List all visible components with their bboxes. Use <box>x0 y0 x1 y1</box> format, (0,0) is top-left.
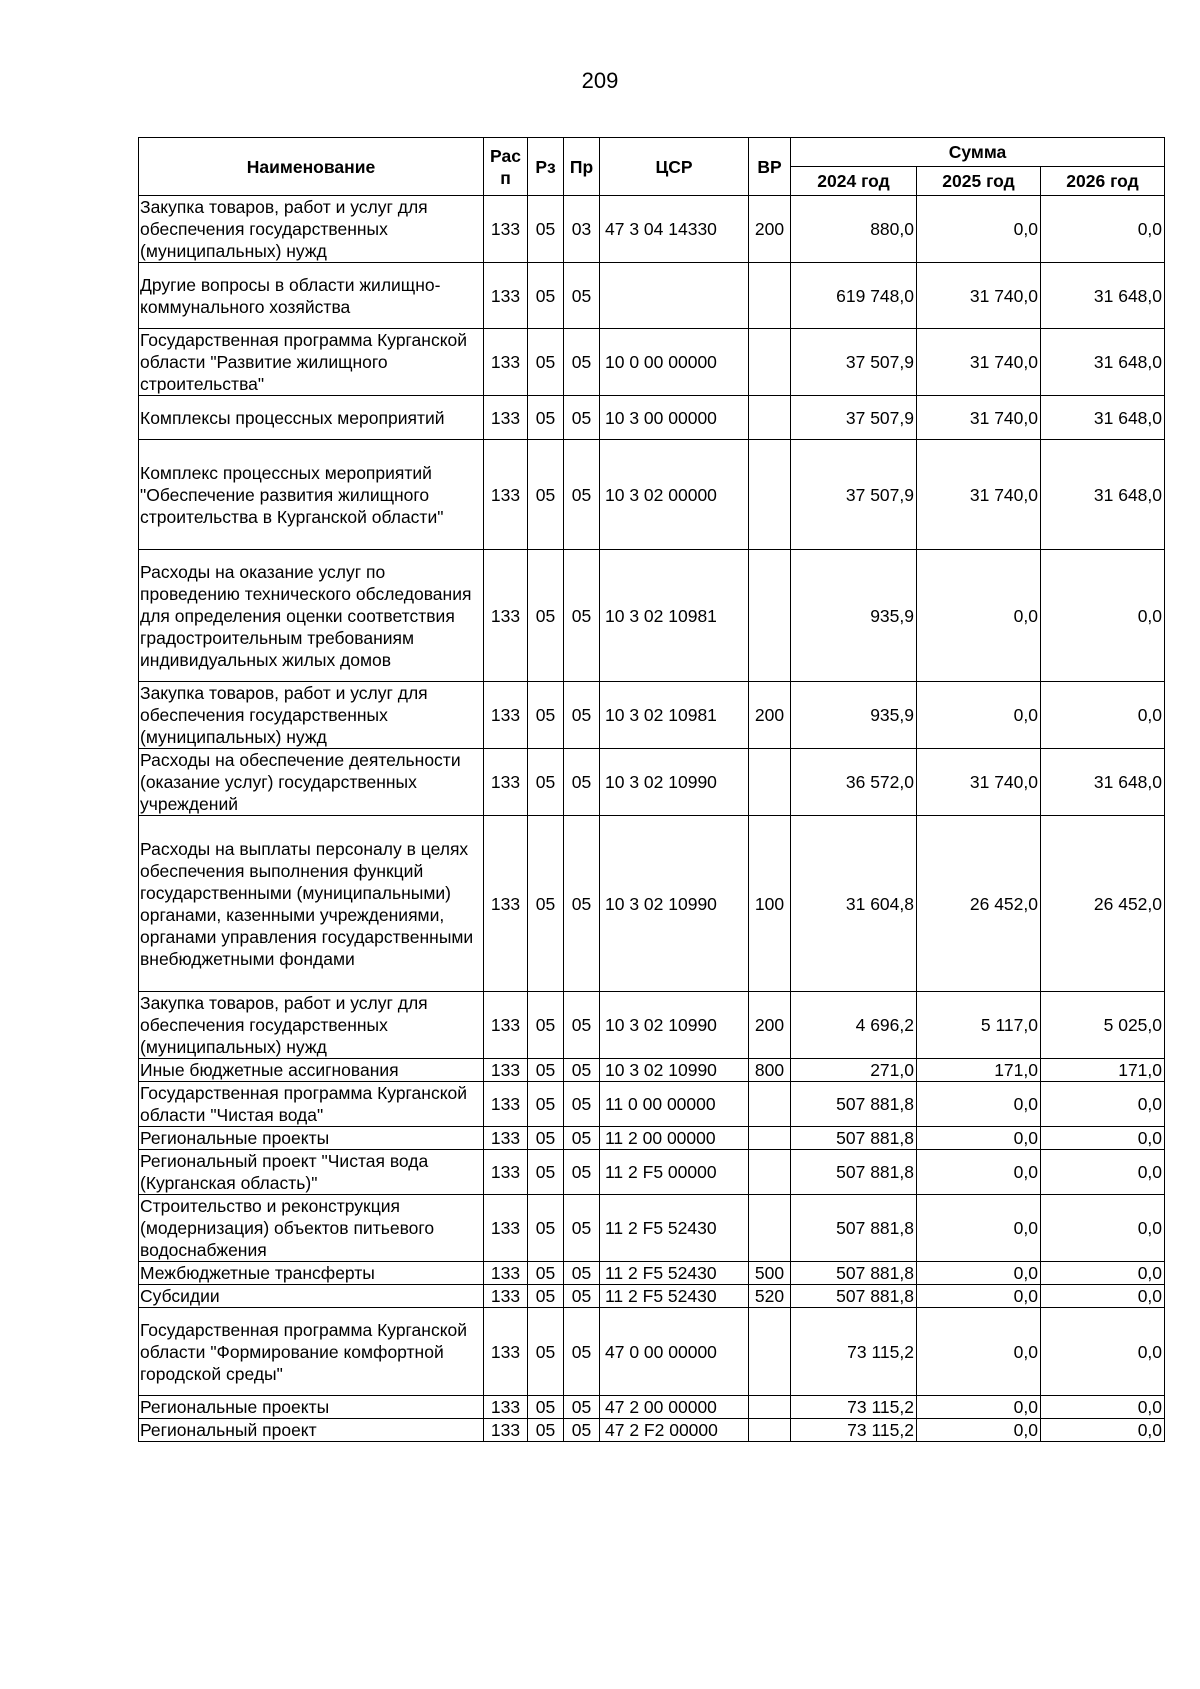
cell-sum-2024: 37 507,9 <box>791 440 917 550</box>
cell-vr <box>749 440 791 550</box>
cell-rz: 05 <box>528 816 564 992</box>
cell-sum-2026: 0,0 <box>1041 1082 1165 1127</box>
cell-rasp: 133 <box>484 816 528 992</box>
cell-sum-2026: 31 648,0 <box>1041 329 1165 396</box>
cell-sum-2026: 0,0 <box>1041 1195 1165 1262</box>
table-body <box>139 196 1165 1442</box>
cell-rz: 05 <box>528 749 564 816</box>
cell-vr <box>749 1396 791 1419</box>
cell-csr: 10 3 02 00000 <box>600 440 749 550</box>
header-year-2025: 2025 год <box>917 167 1041 196</box>
cell-csr: 11 2 F5 52430 <box>600 1195 749 1262</box>
cell-sum-2025: 0,0 <box>917 1195 1041 1262</box>
cell-sum-2025: 31 740,0 <box>917 440 1041 550</box>
cell-rasp: 133 <box>484 1195 528 1262</box>
cell-name: Другие вопросы в области жилищно-коммунального хозяйства <box>139 263 484 329</box>
cell-name: Расходы на выплаты персоналу в целях обеспечения выполнения функций государственными (муниципальными) органами, казенными учреждениями, органами управления государственными внебюджетными фондами <box>139 816 484 992</box>
header-csr: ЦСР <box>600 138 749 196</box>
cell-vr <box>749 1150 791 1195</box>
cell-vr <box>749 1195 791 1262</box>
cell-rasp: 133 <box>484 749 528 816</box>
cell-sum-2024: 73 115,2 <box>791 1308 917 1396</box>
cell-name: Закупка товаров, работ и услуг для обеспечения государственных (муниципальных) нужд <box>139 682 484 749</box>
cell-csr: 11 2 F5 52430 <box>600 1262 749 1285</box>
cell-pr: 05 <box>564 263 600 329</box>
cell-sum-2025: 0,0 <box>917 1308 1041 1396</box>
cell-rz: 05 <box>528 1396 564 1419</box>
cell-sum-2024: 507 881,8 <box>791 1285 917 1308</box>
cell-pr: 05 <box>564 396 600 440</box>
cell-sum-2024: 507 881,8 <box>791 1082 917 1127</box>
cell-vr <box>749 263 791 329</box>
cell-rz: 05 <box>528 1150 564 1195</box>
cell-pr: 05 <box>564 1195 600 1262</box>
cell-sum-2025: 5 117,0 <box>917 992 1041 1059</box>
cell-csr: 11 2 F5 00000 <box>600 1150 749 1195</box>
cell-sum-2025: 0,0 <box>917 1396 1041 1419</box>
cell-csr: 11 2 00 00000 <box>600 1127 749 1150</box>
cell-sum-2026: 0,0 <box>1041 1285 1165 1308</box>
cell-rz: 05 <box>528 1127 564 1150</box>
cell-csr: 47 2 F2 00000 <box>600 1419 749 1442</box>
cell-pr: 05 <box>564 550 600 682</box>
cell-vr <box>749 1127 791 1150</box>
cell-rasp: 133 <box>484 1285 528 1308</box>
cell-sum-2024: 37 507,9 <box>791 329 917 396</box>
cell-name: Региональный проект <box>139 1419 484 1442</box>
cell-vr <box>749 749 791 816</box>
cell-rasp: 133 <box>484 1127 528 1150</box>
cell-rz: 05 <box>528 196 564 263</box>
cell-rasp: 133 <box>484 329 528 396</box>
cell-name: Строительство и реконструкция (модернизация) объектов питьевого водоснабжения <box>139 1195 484 1262</box>
cell-vr: 200 <box>749 992 791 1059</box>
cell-sum-2025: 0,0 <box>917 550 1041 682</box>
cell-sum-2026: 31 648,0 <box>1041 396 1165 440</box>
cell-rz: 05 <box>528 396 564 440</box>
header-year-2026: 2026 год <box>1041 167 1165 196</box>
cell-name: Иные бюджетные ассигнования <box>139 1059 484 1082</box>
header-year-2024: 2024 год <box>791 167 917 196</box>
cell-sum-2025: 171,0 <box>917 1059 1041 1082</box>
cell-rz: 05 <box>528 992 564 1059</box>
table-row <box>139 1082 1165 1127</box>
cell-sum-2026: 0,0 <box>1041 550 1165 682</box>
table-row <box>139 1195 1165 1262</box>
cell-csr: 10 3 02 10990 <box>600 992 749 1059</box>
cell-pr: 05 <box>564 749 600 816</box>
cell-rz: 05 <box>528 550 564 682</box>
table-row <box>139 1150 1165 1195</box>
table-row <box>139 1396 1165 1419</box>
cell-rz: 05 <box>528 1285 564 1308</box>
cell-rz: 05 <box>528 1082 564 1127</box>
table-row <box>139 550 1165 682</box>
table-header <box>139 138 1165 196</box>
cell-csr: 11 2 F5 52430 <box>600 1285 749 1308</box>
cell-name: Комплексы процессных мероприятий <box>139 396 484 440</box>
cell-name: Расходы на обеспечение деятельности (оказание услуг) государственных учреждений <box>139 749 484 816</box>
cell-sum-2024: 935,9 <box>791 550 917 682</box>
table-row <box>139 263 1165 329</box>
table-row <box>139 1285 1165 1308</box>
table-row <box>139 1262 1165 1285</box>
cell-csr <box>600 263 749 329</box>
cell-rasp: 133 <box>484 1262 528 1285</box>
cell-sum-2025: 31 740,0 <box>917 749 1041 816</box>
cell-rasp: 133 <box>484 1082 528 1127</box>
cell-csr: 10 0 00 00000 <box>600 329 749 396</box>
cell-pr: 05 <box>564 816 600 992</box>
cell-sum-2025: 0,0 <box>917 1262 1041 1285</box>
cell-sum-2025: 31 740,0 <box>917 263 1041 329</box>
cell-csr: 10 3 02 10981 <box>600 550 749 682</box>
cell-sum-2026: 0,0 <box>1041 1127 1165 1150</box>
cell-sum-2026: 0,0 <box>1041 1396 1165 1419</box>
cell-name: Государственная программа Курганской области "Развитие жилищного строительства" <box>139 329 484 396</box>
cell-sum-2026: 31 648,0 <box>1041 440 1165 550</box>
table-row <box>139 1419 1165 1442</box>
cell-pr: 03 <box>564 196 600 263</box>
cell-sum-2025: 31 740,0 <box>917 396 1041 440</box>
cell-sum-2024: 271,0 <box>791 1059 917 1082</box>
cell-csr: 10 3 02 10981 <box>600 682 749 749</box>
cell-sum-2024: 4 696,2 <box>791 992 917 1059</box>
cell-rz: 05 <box>528 1059 564 1082</box>
cell-rasp: 133 <box>484 1059 528 1082</box>
cell-sum-2024: 507 881,8 <box>791 1195 917 1262</box>
cell-csr: 10 3 02 10990 <box>600 749 749 816</box>
cell-vr <box>749 1419 791 1442</box>
cell-rasp: 133 <box>484 992 528 1059</box>
cell-vr: 520 <box>749 1285 791 1308</box>
cell-name: Региональный проект "Чистая вода (Курганская область)" <box>139 1150 484 1195</box>
cell-name: Закупка товаров, работ и услуг для обеспечения государственных (муниципальных) нужд <box>139 992 484 1059</box>
cell-rasp: 133 <box>484 440 528 550</box>
table-row <box>139 1308 1165 1396</box>
cell-pr: 05 <box>564 1396 600 1419</box>
cell-rasp: 133 <box>484 682 528 749</box>
header-rasp: Рас п <box>484 138 528 196</box>
cell-pr: 05 <box>564 440 600 550</box>
cell-name: Государственная программа Курганской области "Формирование комфортной городской среды" <box>139 1308 484 1396</box>
cell-name: Государственная программа Курганской области "Чистая вода" <box>139 1082 484 1127</box>
table-row <box>139 196 1165 263</box>
table-row <box>139 440 1165 550</box>
cell-sum-2024: 37 507,9 <box>791 396 917 440</box>
cell-rasp: 133 <box>484 1396 528 1419</box>
table-row <box>139 1059 1165 1082</box>
cell-csr: 10 3 02 10990 <box>600 1059 749 1082</box>
cell-rasp: 133 <box>484 1419 528 1442</box>
cell-sum-2026: 0,0 <box>1041 1419 1165 1442</box>
cell-rz: 05 <box>528 329 564 396</box>
cell-rasp: 133 <box>484 196 528 263</box>
cell-csr: 10 3 00 00000 <box>600 396 749 440</box>
table-row <box>139 1127 1165 1150</box>
cell-pr: 05 <box>564 1419 600 1442</box>
cell-vr: 800 <box>749 1059 791 1082</box>
cell-name: Комплекс процессных мероприятий "Обеспечение развития жилищного строительства в Курганской области" <box>139 440 484 550</box>
cell-sum-2026: 0,0 <box>1041 1262 1165 1285</box>
header-rz: Рз <box>528 138 564 196</box>
cell-name: Региональные проекты <box>139 1127 484 1150</box>
cell-vr: 500 <box>749 1262 791 1285</box>
header-sum: Сумма <box>791 138 1165 167</box>
cell-sum-2026: 0,0 <box>1041 1150 1165 1195</box>
cell-csr: 47 2 00 00000 <box>600 1396 749 1419</box>
cell-rz: 05 <box>528 263 564 329</box>
table-row <box>139 682 1165 749</box>
cell-vr: 200 <box>749 196 791 263</box>
cell-vr <box>749 396 791 440</box>
table-row <box>139 992 1165 1059</box>
cell-name: Закупка товаров, работ и услуг для обеспечения государственных (муниципальных) нужд <box>139 196 484 263</box>
header-name: Наименование <box>139 138 484 196</box>
cell-sum-2025: 0,0 <box>917 1285 1041 1308</box>
cell-rz: 05 <box>528 682 564 749</box>
cell-sum-2024: 31 604,8 <box>791 816 917 992</box>
cell-sum-2026: 26 452,0 <box>1041 816 1165 992</box>
table-row <box>139 749 1165 816</box>
cell-vr <box>749 329 791 396</box>
cell-name: Региональные проекты <box>139 1396 484 1419</box>
cell-sum-2025: 0,0 <box>917 196 1041 263</box>
cell-sum-2025: 0,0 <box>917 1150 1041 1195</box>
cell-vr: 100 <box>749 816 791 992</box>
page-number: 209 <box>581 68 619 93</box>
cell-sum-2024: 36 572,0 <box>791 749 917 816</box>
cell-sum-2026: 0,0 <box>1041 196 1165 263</box>
cell-pr: 05 <box>564 329 600 396</box>
cell-rz: 05 <box>528 1262 564 1285</box>
cell-pr: 05 <box>564 992 600 1059</box>
cell-vr <box>749 1308 791 1396</box>
cell-csr: 10 3 02 10990 <box>600 816 749 992</box>
cell-rasp: 133 <box>484 396 528 440</box>
cell-rz: 05 <box>528 1419 564 1442</box>
cell-csr: 11 0 00 00000 <box>600 1082 749 1127</box>
table-row <box>139 396 1165 440</box>
budget-table <box>138 137 1165 1442</box>
cell-sum-2025: 0,0 <box>917 1419 1041 1442</box>
cell-csr: 47 3 04 14330 <box>600 196 749 263</box>
cell-sum-2024: 619 748,0 <box>791 263 917 329</box>
cell-pr: 05 <box>564 682 600 749</box>
cell-name: Расходы на оказание услуг по проведению технического обследования для определения оценки соответствия градостроительным требованиям индивидуальных жилых домов <box>139 550 484 682</box>
cell-sum-2025: 0,0 <box>917 1127 1041 1150</box>
cell-sum-2026: 31 648,0 <box>1041 749 1165 816</box>
cell-sum-2024: 880,0 <box>791 196 917 263</box>
cell-sum-2024: 73 115,2 <box>791 1396 917 1419</box>
cell-name: Субсидии <box>139 1285 484 1308</box>
cell-vr <box>749 1082 791 1127</box>
cell-rz: 05 <box>528 1195 564 1262</box>
cell-sum-2025: 26 452,0 <box>917 816 1041 992</box>
header-vr: ВР <box>749 138 791 196</box>
cell-sum-2025: 31 740,0 <box>917 329 1041 396</box>
cell-pr: 05 <box>564 1285 600 1308</box>
cell-rasp: 133 <box>484 1308 528 1396</box>
cell-sum-2026: 0,0 <box>1041 682 1165 749</box>
table-row <box>139 816 1165 992</box>
cell-pr: 05 <box>564 1150 600 1195</box>
cell-sum-2026: 171,0 <box>1041 1059 1165 1082</box>
cell-pr: 05 <box>564 1262 600 1285</box>
table-row <box>139 329 1165 396</box>
cell-rz: 05 <box>528 440 564 550</box>
cell-vr <box>749 550 791 682</box>
cell-vr: 200 <box>749 682 791 749</box>
cell-rasp: 133 <box>484 263 528 329</box>
cell-pr: 05 <box>564 1308 600 1396</box>
cell-sum-2024: 507 881,8 <box>791 1127 917 1150</box>
cell-sum-2026: 5 025,0 <box>1041 992 1165 1059</box>
cell-pr: 05 <box>564 1127 600 1150</box>
cell-pr: 05 <box>564 1059 600 1082</box>
header-pr: Пр <box>564 138 600 196</box>
cell-sum-2024: 935,9 <box>791 682 917 749</box>
cell-sum-2026: 31 648,0 <box>1041 263 1165 329</box>
cell-sum-2025: 0,0 <box>917 1082 1041 1127</box>
cell-rasp: 133 <box>484 550 528 682</box>
cell-rasp: 133 <box>484 1150 528 1195</box>
cell-sum-2024: 507 881,8 <box>791 1262 917 1285</box>
cell-sum-2025: 0,0 <box>917 682 1041 749</box>
cell-name: Межбюджетные трансферты <box>139 1262 484 1285</box>
cell-sum-2024: 507 881,8 <box>791 1150 917 1195</box>
cell-sum-2026: 0,0 <box>1041 1308 1165 1396</box>
cell-rz: 05 <box>528 1308 564 1396</box>
cell-sum-2024: 73 115,2 <box>791 1419 917 1442</box>
cell-pr: 05 <box>564 1082 600 1127</box>
cell-csr: 47 0 00 00000 <box>600 1308 749 1396</box>
